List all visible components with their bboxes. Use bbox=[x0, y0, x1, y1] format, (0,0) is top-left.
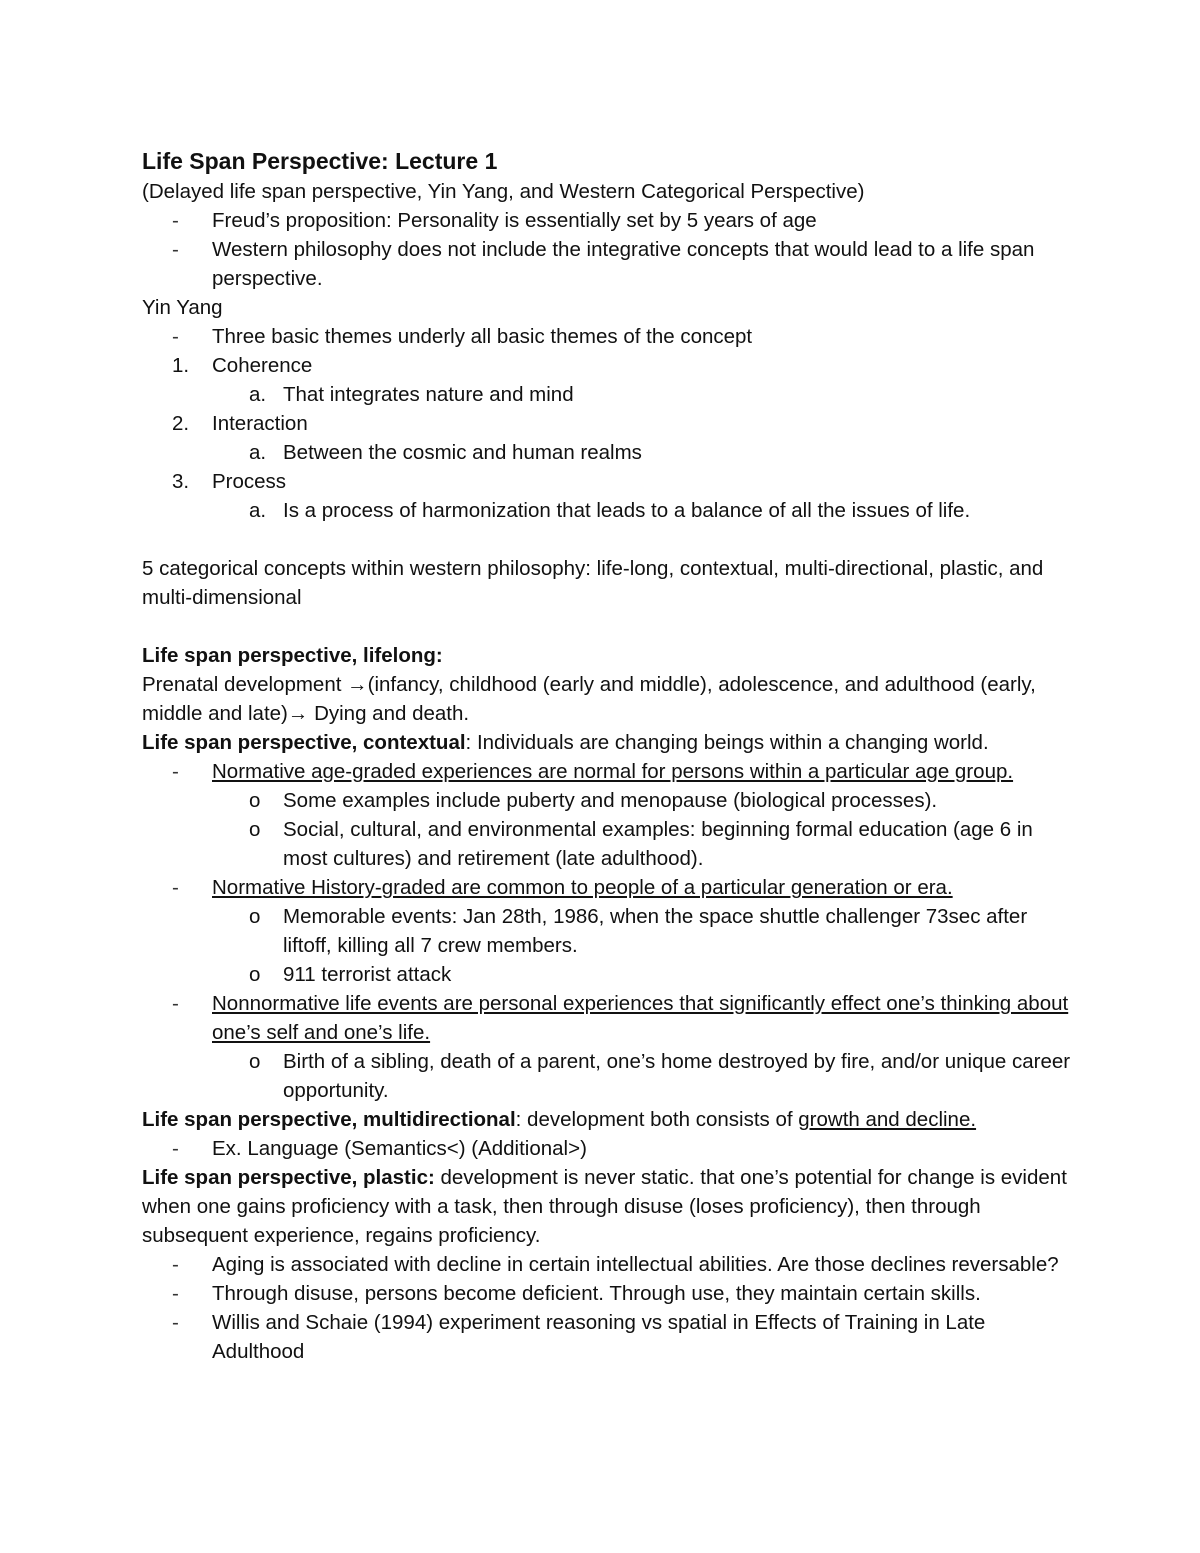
list-item bbox=[142, 1308, 1072, 1366]
contextual-paragraph bbox=[142, 728, 1072, 757]
list-item bbox=[142, 235, 1072, 293]
bullet-text: Normative age-graded experiences are normal for persons within a particular age group. bbox=[212, 760, 1014, 783]
arrow-icon: → bbox=[347, 673, 368, 696]
multidirectional-underlined: growth and decline. bbox=[798, 1108, 977, 1131]
list-item bbox=[142, 322, 1072, 351]
list-item bbox=[142, 438, 1072, 467]
contextual-colon: : bbox=[465, 731, 472, 754]
doc-title: Life Span Perspective: Lecture 1 bbox=[142, 148, 498, 174]
dash-marker: - bbox=[172, 1253, 179, 1276]
spacer bbox=[142, 612, 1072, 641]
sub-bullet-text: Birth of a sibling, death of a parent, one’s home destroyed by fire, and/or unique career opportunity. bbox=[283, 1050, 1071, 1102]
dash-marker: - bbox=[172, 238, 179, 261]
number-marker: 2. bbox=[172, 412, 190, 435]
lifelong-text-b: (infancy, childhood (early and middle), adolescence, and adulthood (early, middle and late) bbox=[142, 673, 1036, 725]
list-item bbox=[142, 1047, 1072, 1105]
section-heading-multidirectional: Life span perspective, multidirectional bbox=[142, 1108, 516, 1131]
theme-label: Interaction bbox=[212, 412, 308, 435]
list-item bbox=[142, 1279, 1072, 1308]
contextual-text: Individuals are changing beings within a changing world. bbox=[471, 731, 989, 754]
circle-marker: o bbox=[249, 789, 261, 812]
section-heading-plastic: Life span perspective, plastic: bbox=[142, 1166, 435, 1189]
document-page bbox=[142, 146, 1072, 1366]
bullet-text: Through disuse, persons become deficient. Through use, they maintain certain skills. bbox=[212, 1282, 981, 1305]
theme-sub: That integrates nature and mind bbox=[283, 383, 574, 406]
dash-marker: - bbox=[172, 1137, 179, 1160]
letter-marker: a. bbox=[249, 383, 267, 406]
lifelong-text-c: Dying and death. bbox=[308, 702, 470, 725]
list-item bbox=[142, 496, 1072, 525]
theme-label: Process bbox=[212, 470, 287, 493]
sub-bullet-text: Some examples include puberty and menopause (biological processes). bbox=[283, 789, 938, 812]
dash-marker: - bbox=[172, 209, 179, 232]
sub-bullet-text: Memorable events: Jan 28th, 1986, when the space shuttle challenger 73sec after liftoff, killing all 7 crew members. bbox=[283, 905, 1028, 957]
list-item bbox=[142, 380, 1072, 409]
doc-subtitle: (Delayed life span perspective, Yin Yang, and Western Categorical Perspective) bbox=[142, 180, 865, 203]
bullet-text: Normative History-graded are common to people of a particular generation or era. bbox=[212, 876, 953, 899]
bullet-text: Western philosophy does not include the integrative concepts that would lead to a life span perspective. bbox=[212, 238, 1035, 290]
section-heading-contextual: Life span perspective, contextual bbox=[142, 731, 466, 754]
circle-marker: o bbox=[249, 905, 261, 928]
lifelong-paragraph bbox=[142, 670, 1072, 728]
bullet-text: Nonnormative life events are personal experiences that significantly effect one’s thinking about one’s self and one’s life. bbox=[212, 992, 1069, 1044]
section-heading-yinyang: Yin Yang bbox=[142, 296, 223, 319]
bullet-text: Willis and Schaie (1994) experiment reasoning vs spatial in Effects of Training in Late Adulthood bbox=[212, 1311, 986, 1363]
circle-marker: o bbox=[249, 963, 261, 986]
bullet-text: Freud’s proposition: Personality is essentially set by 5 years of age bbox=[212, 209, 817, 232]
bullet-text: Ex. Language (Semantics<) (Additional>) bbox=[212, 1137, 587, 1160]
dash-marker: - bbox=[172, 325, 179, 348]
list-item bbox=[142, 757, 1072, 786]
list-item bbox=[142, 815, 1072, 873]
number-marker: 1. bbox=[172, 354, 190, 377]
multidirectional-text: : development both consists of bbox=[515, 1108, 799, 1131]
list-item bbox=[142, 873, 1072, 902]
list-item bbox=[142, 786, 1072, 815]
circle-marker: o bbox=[249, 1050, 261, 1073]
plastic-text: development is never static. that one’s potential for change is evident when one gains proficiency with a task, then through disuse (loses proficiency), then through subsequent experience, regains proficiency. bbox=[142, 1166, 1067, 1247]
dash-marker: - bbox=[172, 876, 179, 899]
section-heading-lifelong: Life span perspective, lifelong: bbox=[142, 644, 443, 667]
theme-label: Coherence bbox=[212, 354, 313, 377]
plastic-paragraph bbox=[142, 1163, 1072, 1250]
sub-bullet-text: Social, cultural, and environmental examples: beginning formal education (age 6 in most cultures) and retirement (late adulthood). bbox=[283, 818, 1033, 870]
list-item bbox=[142, 467, 1072, 496]
circle-marker: o bbox=[249, 818, 261, 841]
dash-marker: - bbox=[172, 1311, 179, 1334]
categorical-paragraph: 5 categorical concepts within western philosophy: life-long, contextual, multi-directional, plastic, and multi-dimensional bbox=[142, 557, 1044, 609]
lifelong-text-a: Prenatal development bbox=[142, 673, 348, 696]
list-item bbox=[142, 902, 1072, 960]
list-item bbox=[142, 989, 1072, 1047]
letter-marker: a. bbox=[249, 441, 267, 464]
dash-marker: - bbox=[172, 992, 179, 1015]
sub-bullet-text: 911 terrorist attack bbox=[283, 963, 452, 986]
list-item bbox=[142, 1250, 1072, 1279]
list-item bbox=[142, 206, 1072, 235]
list-item bbox=[142, 351, 1072, 380]
bullet-text: Three basic themes underly all basic themes of the concept bbox=[212, 325, 753, 348]
arrow-icon: → bbox=[287, 702, 309, 725]
bullet-text: Aging is associated with decline in certain intellectual abilities. Are those declines reversable? bbox=[212, 1253, 1059, 1276]
list-item bbox=[142, 409, 1072, 438]
list-item bbox=[142, 960, 1072, 989]
dash-marker: - bbox=[172, 1282, 179, 1305]
multidirectional-paragraph bbox=[142, 1105, 1072, 1134]
theme-sub: Between the cosmic and human realms bbox=[283, 441, 642, 464]
letter-marker: a. bbox=[249, 499, 267, 522]
spacer bbox=[142, 525, 1072, 554]
number-marker: 3. bbox=[172, 470, 190, 493]
theme-sub: Is a process of harmonization that leads to a balance of all the issues of life. bbox=[283, 499, 971, 522]
list-item bbox=[142, 1134, 1072, 1163]
dash-marker: - bbox=[172, 760, 179, 783]
